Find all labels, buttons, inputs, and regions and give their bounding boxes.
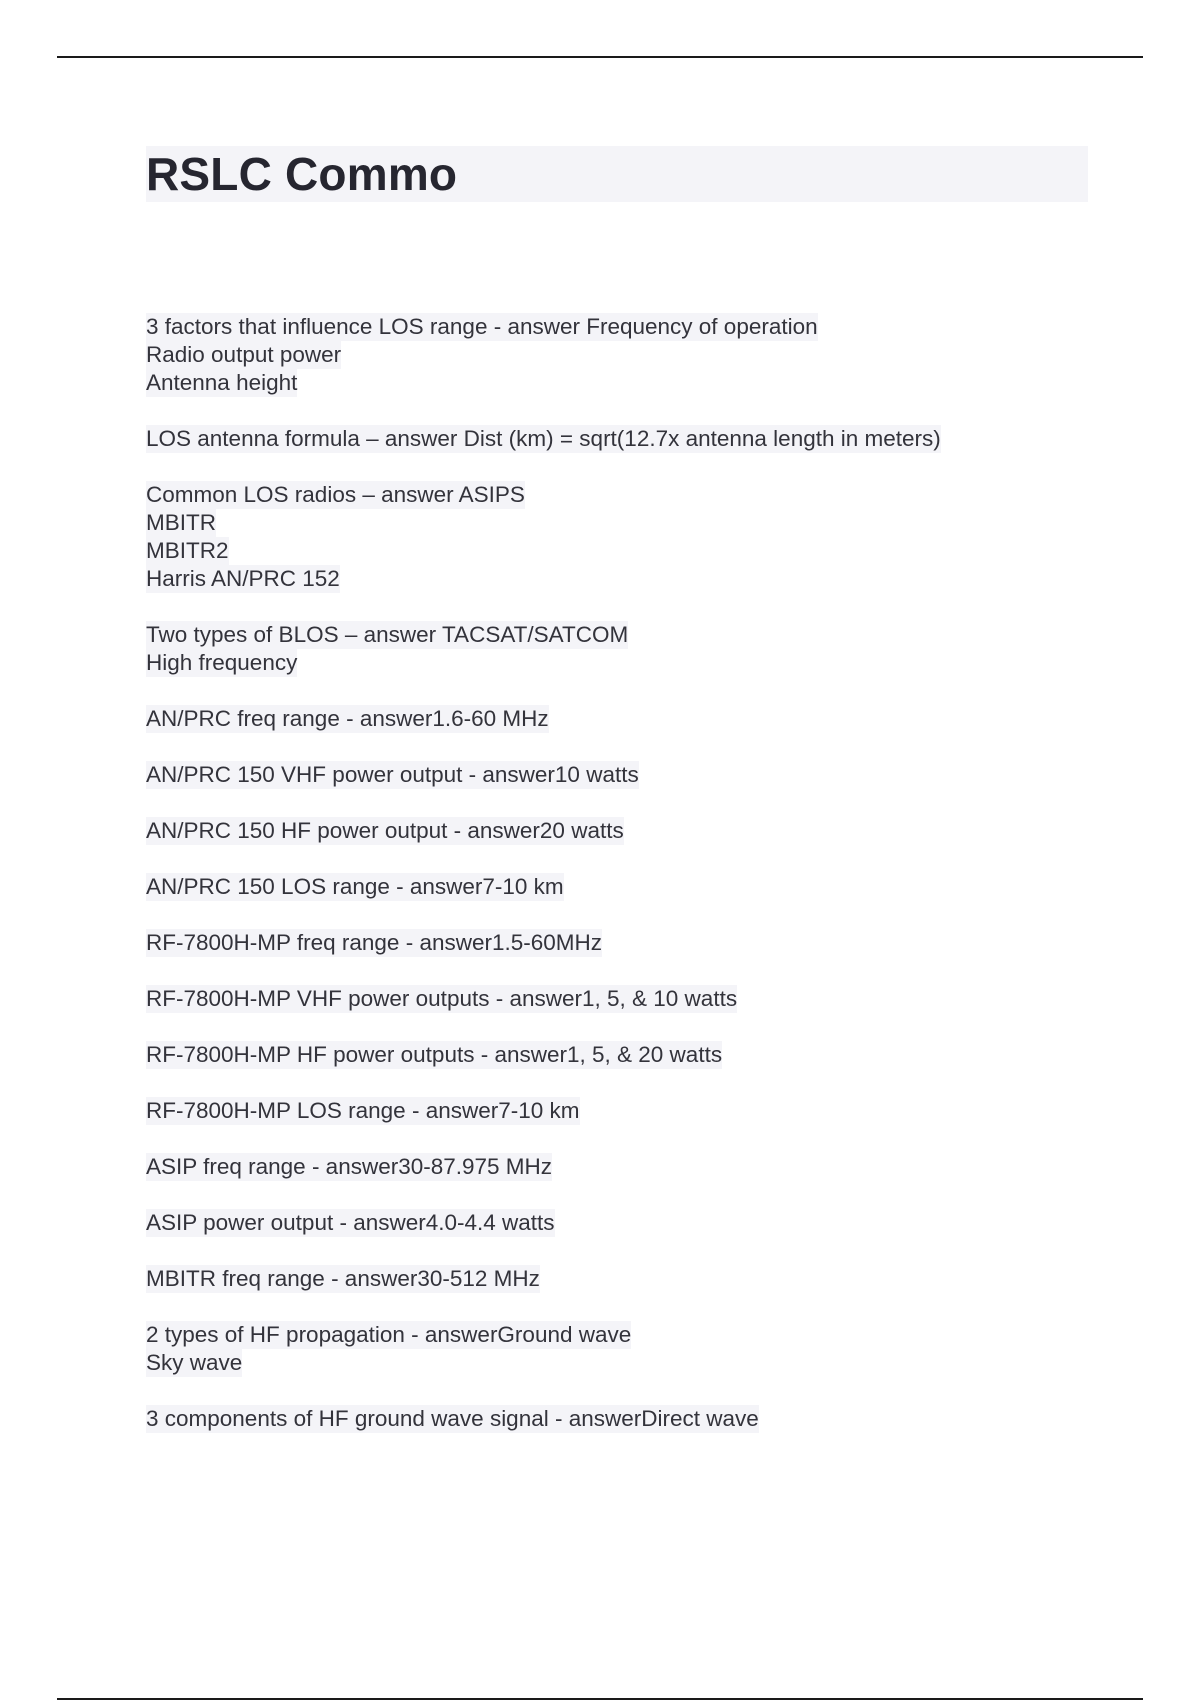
qa-answer-line: High frequency bbox=[146, 650, 298, 675]
qa-question-line: MBITR freq range - answer30-512 MHz bbox=[146, 1266, 540, 1291]
qa-item bbox=[146, 705, 1096, 733]
qa-question-line: AN/PRC 150 VHF power output - answer10 watts bbox=[146, 762, 639, 787]
qa-question-line: 2 types of HF propagation - answerGround wave bbox=[146, 1322, 632, 1347]
qa-answer-line: Radio output power bbox=[146, 342, 342, 367]
qa-item bbox=[146, 1405, 1096, 1433]
qa-item bbox=[146, 425, 1096, 453]
qa-question-line: ASIP power output - answer4.0-4.4 watts bbox=[146, 1210, 555, 1235]
qa-item bbox=[146, 1041, 1096, 1069]
qa-item bbox=[146, 1321, 1096, 1377]
qa-answer-line: Antenna height bbox=[146, 370, 298, 395]
qa-item bbox=[146, 621, 1096, 677]
qa-answer-line: MBITR bbox=[146, 510, 216, 535]
qa-list bbox=[146, 313, 1096, 1461]
qa-item bbox=[146, 817, 1096, 845]
qa-question-line: LOS antenna formula – answer Dist (km) = sqrt(12.7x antenna length in meters) bbox=[146, 426, 941, 451]
qa-answer-line: Sky wave bbox=[146, 1350, 243, 1375]
qa-question-line: 3 components of HF ground wave signal - answerDirect wave bbox=[146, 1406, 759, 1431]
qa-question-line: RF-7800H-MP VHF power outputs - answer1, 5, & 10 watts bbox=[146, 986, 738, 1011]
document-title: RSLC Commo bbox=[146, 148, 458, 200]
qa-question-line: Two types of BLOS – answer TACSAT/SATCOM bbox=[146, 622, 629, 647]
qa-item bbox=[146, 761, 1096, 789]
top-rule bbox=[57, 56, 1143, 58]
qa-item bbox=[146, 1265, 1096, 1293]
qa-question-line: RF-7800H-MP HF power outputs - answer1, 5, & 20 watts bbox=[146, 1042, 723, 1067]
qa-question-line: Common LOS radios – answer ASIPS bbox=[146, 482, 525, 507]
qa-item bbox=[146, 873, 1096, 901]
qa-question-line: ASIP freq range - answer30-87.975 MHz bbox=[146, 1154, 553, 1179]
qa-question-line: RF-7800H-MP freq range - answer1.5-60MHz bbox=[146, 930, 603, 955]
qa-question-line: AN/PRC 150 LOS range - answer7-10 km bbox=[146, 874, 564, 899]
qa-item bbox=[146, 1209, 1096, 1237]
qa-answer-line: MBITR2 bbox=[146, 538, 229, 563]
qa-question-line: AN/PRC 150 HF power output - answer20 watts bbox=[146, 818, 624, 843]
qa-answer-line: Harris AN/PRC 152 bbox=[146, 566, 340, 591]
qa-item bbox=[146, 1097, 1096, 1125]
qa-item bbox=[146, 313, 1096, 397]
qa-question-line: 3 factors that influence LOS range - answer Frequency of operation bbox=[146, 314, 818, 339]
qa-question-line: AN/PRC freq range - answer1.6-60 MHz bbox=[146, 706, 549, 731]
qa-item bbox=[146, 1153, 1096, 1181]
qa-item bbox=[146, 481, 1096, 593]
qa-item bbox=[146, 985, 1096, 1013]
qa-question-line: RF-7800H-MP LOS range - answer7-10 km bbox=[146, 1098, 580, 1123]
qa-item bbox=[146, 929, 1096, 957]
